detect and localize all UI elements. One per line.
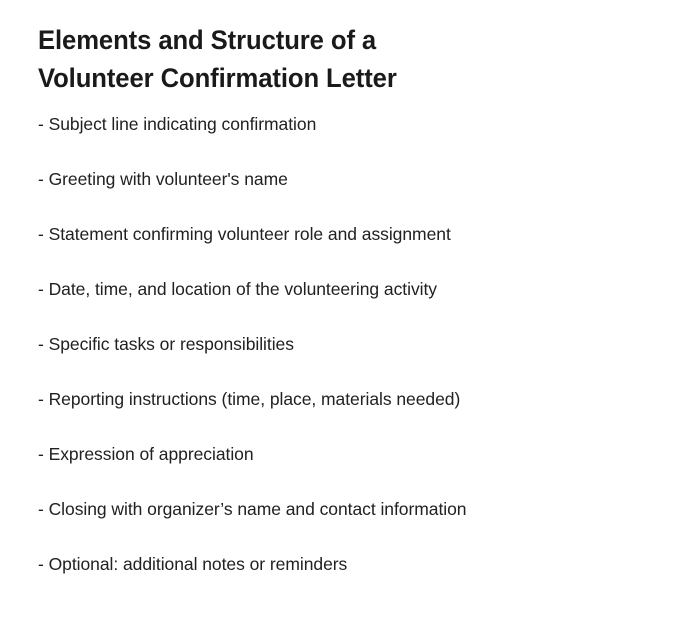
list-item <box>38 168 690 223</box>
page-title: Elements and Structure of a Volunteer Confirmation Letter <box>38 25 397 93</box>
list-item-text: - Statement confirming volunteer role and assignment <box>38 224 451 244</box>
list-item <box>38 388 690 443</box>
list-item <box>38 113 690 168</box>
document-content <box>38 21 690 592</box>
list-item-text: - Date, time, and location of the volunteering activity <box>38 279 437 299</box>
list-item-text: - Greeting with volunteer's name <box>38 169 288 189</box>
list-item <box>38 553 690 608</box>
list-item-text: - Specific tasks or responsibilities <box>38 334 294 354</box>
list-item-text: - Reporting instructions (time, place, materials needed) <box>38 389 461 409</box>
list-item-text: - Optional: additional notes or reminders <box>38 554 348 574</box>
list-item <box>38 223 690 278</box>
list-item <box>38 278 690 333</box>
elements-list <box>38 113 690 608</box>
list-item <box>38 498 690 553</box>
list-item-text: - Expression of appreciation <box>38 444 254 464</box>
list-item <box>38 333 690 388</box>
list-item-text: - Subject line indicating confirmation <box>38 114 317 134</box>
list-item-text: - Closing with organizer’s name and contact information <box>38 499 467 519</box>
list-item <box>38 443 690 498</box>
